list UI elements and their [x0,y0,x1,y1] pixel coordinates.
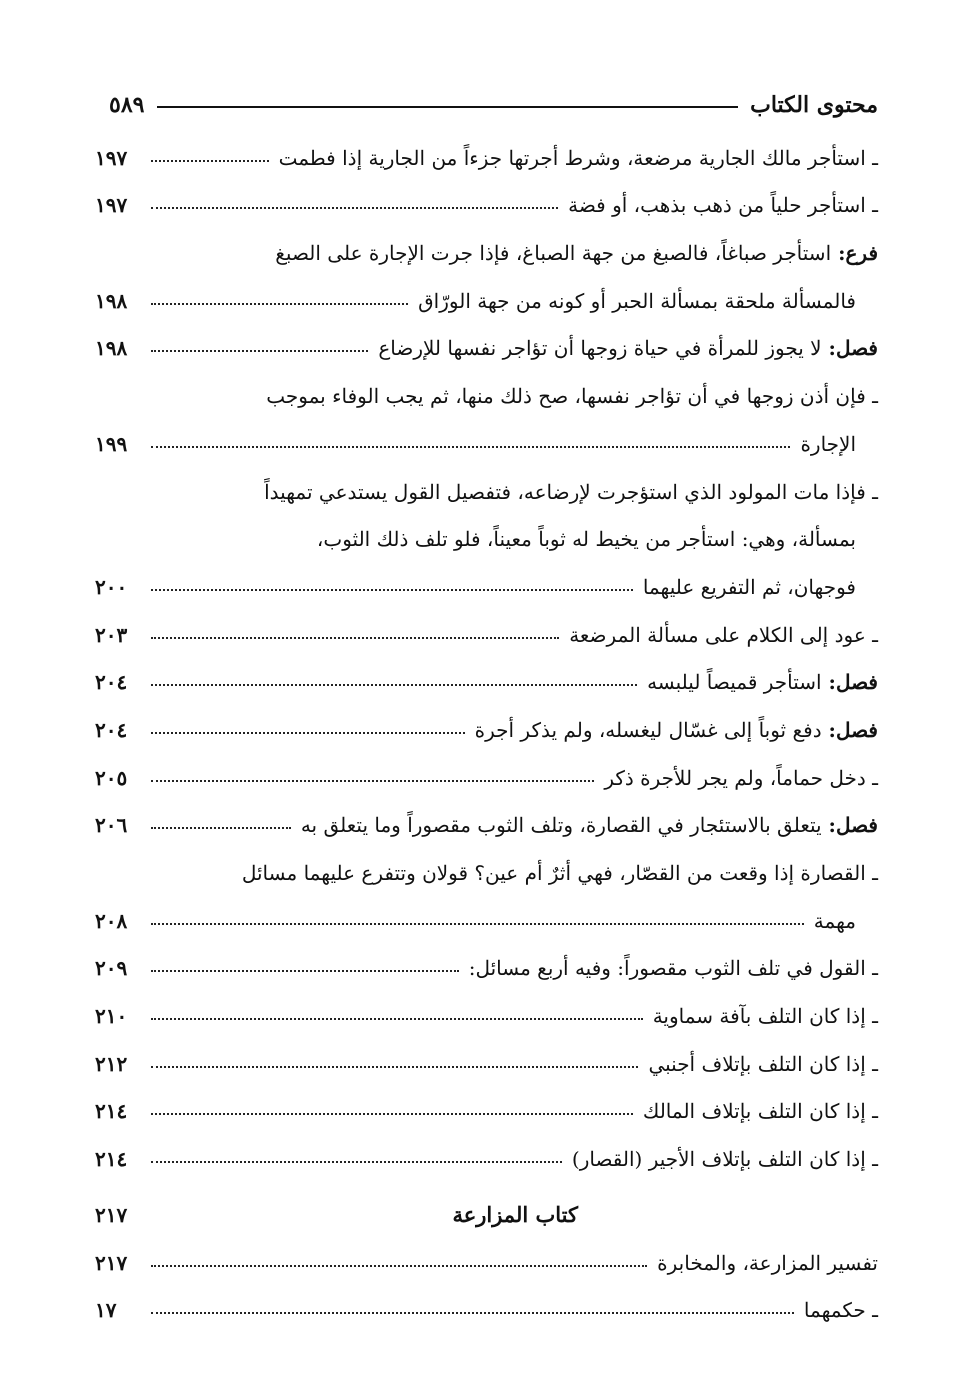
entry-dash: ـ [865,479,878,504]
toc-entry-text [266,384,878,408]
entry-title: لا يجوز للمرأة في حياة زوجها أن تؤاجر نفسها للإرضاع [378,336,822,361]
toc-entry-text [643,575,878,599]
entry-label: فصل: [821,336,878,361]
leader-dots [151,732,465,734]
toc-entries [95,122,878,1322]
entry-label: فصل: [821,717,878,742]
toc-entry [95,885,878,933]
entry-title: مهمة [813,908,856,933]
section-page-number: ٢١٧ [95,1202,128,1227]
entry-page-number: ٢٠٤ [95,670,128,695]
leader-dots [151,1161,562,1163]
entry-label: فصل: [821,670,878,695]
toc-entry [95,313,878,361]
leader-dots [151,827,291,829]
entry-dash: ـ [865,384,878,409]
entry-title: تفسير المزارعة، والمخابرة [657,1250,878,1275]
entry-page-number: ٢١٤ [95,1099,128,1124]
leader-dots [151,160,269,162]
toc-entry [95,790,878,838]
toc-entry-text [643,1099,878,1123]
entry-page-number: ١٩٧ [95,193,128,218]
toc-entry [95,980,878,1028]
toc-entry-text [378,336,878,360]
toc-entry [95,504,878,552]
entry-page-number: ٢٠٩ [95,956,128,981]
page-number: ٥٨٩ [95,92,150,118]
toc-entry [95,694,878,742]
toc-entry-text [469,956,878,980]
entry-title: فوجهان، ثم التفريع عليهما [642,574,856,599]
toc-entry [95,360,878,408]
leader-dots [151,589,633,591]
leader-dots [151,1312,794,1314]
entry-title: إذا كان التلف بإتلاف المالك [642,1099,866,1124]
toc-entry-text [653,1004,878,1028]
leader-dots [151,303,408,305]
page-header [95,78,878,118]
toc-entry [95,265,878,313]
toc-entry-text [804,1298,878,1322]
entry-title: بمسألة، وهي: استأجر من يخيط له ثوباً معيناً، فلو تلف ذلك الثوب، [316,527,856,552]
leader-dots [151,1066,638,1068]
entry-page-number: ٢٠٠ [95,574,128,599]
toc-entry-text [568,193,878,217]
entry-dash: ـ [865,1004,878,1029]
toc-entry-text [418,289,878,313]
leader-dots [151,780,594,782]
entry-page-number: ٢٠٦ [95,813,128,838]
section-heading: كتاب المزارعة [452,1201,578,1227]
toc-entry-text [301,813,878,837]
toc-entry [95,1028,878,1076]
entry-page-number: ١٩٨ [95,288,128,313]
entry-title: القصارة إذا وقعت من القصّار، فهي أثرٌ أم عين؟ قولان وتتفرع عليهما مسائل [241,861,866,885]
entry-title: فإذا مات المولود الذي استؤجرت لإرضاعه، فتفصيل القول يستدعي تمهيداً [264,479,866,504]
entry-title: يتعلق بالاستئجار في القصارة، وتلف الثوب مقصوراً وما يتعلق به [300,813,822,838]
entry-dash: ـ [865,956,878,981]
entry-title: استأجر مالك الجارية مرضعة، وشرط أجرتها جزءاً من الجارية إذا فطمت [278,145,866,170]
running-title: محتوى الكتاب [744,92,878,118]
toc-entry [95,170,878,218]
toc-entry-text [572,1147,878,1171]
toc-entry [95,742,878,790]
toc-entry-text [279,146,878,170]
leader-dots [151,684,637,686]
toc-entry [95,647,878,695]
toc-entry [95,217,878,265]
toc-entry-text [647,670,878,694]
leader-dots [151,970,459,972]
entry-page-number: ٢٠٥ [95,765,128,790]
entry-title: فالمسألة ملحقة بمسألة الحبر أو كونه من جهة الورّاق [418,288,856,313]
toc-entry [95,1275,878,1323]
entry-page-number: ٢١٤ [95,1147,128,1172]
entry-title: إذا كان التلف بآفة سماوية [652,1004,866,1029]
entry-title: فإن أذن زوجها في أن تؤاجر نفسها، صح ذلك منها، ثم يجب الوفاء بموجب [266,384,866,409]
entry-page-number: ١٧ [95,1298,117,1323]
leader-dots [151,923,804,925]
entry-page-number: ٢٠٤ [95,717,128,742]
entry-page-number: ٢١٢ [95,1051,128,1076]
header-rule [157,106,738,108]
entry-title: استأجر حلياً من ذهب بذهب، أو فضة [568,193,866,218]
toc-entry-text [604,766,878,790]
toc-entry [95,933,878,981]
entry-page-number: ٢١٧ [95,1250,128,1275]
section-heading-row [95,1179,878,1227]
toc-entry-text [264,480,878,504]
toc-entry [95,837,878,885]
entry-title: الإجارة [800,431,856,456]
leader-dots [151,446,790,448]
entry-label: فصل: [821,813,878,838]
leader-dots [151,1113,633,1115]
toc-entry-text [657,1251,878,1275]
toc-entry [95,122,878,170]
toc-entry [95,456,878,504]
entry-page-number: ١٩٩ [95,431,128,456]
entry-dash: ـ [865,622,878,647]
toc-entry-text [814,909,878,933]
toc-entry [95,1123,878,1171]
entry-page-number: ٢١٠ [95,1004,128,1029]
entry-page-number: ٢٠٨ [95,908,128,933]
leader-dots [151,637,559,639]
toc-entry-text [475,718,878,742]
entry-dash: ـ [865,1147,878,1172]
toc-entry [95,551,878,599]
entry-dash: ـ [865,193,878,218]
entry-title: استأجر صباغاً، فالصبغ من جهة الصباغ، فإذا جرت الإجارة على الصبغ [275,241,832,266]
entry-dash: ـ [865,1298,878,1323]
toc-page [95,78,878,1322]
entry-title: إذا كان التلف بإتلاف أجنبي [648,1051,866,1076]
toc-entry-text [569,623,878,647]
leader-dots [151,350,368,352]
entry-page-number: ١٩٨ [95,336,128,361]
entry-title: حكمهما [803,1298,866,1323]
entry-dash: ـ [865,861,878,885]
entry-page-number: ١٩٧ [95,145,128,170]
toc-entry-text [275,241,878,265]
entry-label: فرع: [831,241,878,266]
toc-entry-text [317,527,878,551]
entry-title: دفع ثوباً إلى غسّال ليغسله، ولم يذكر أجرة [474,717,822,742]
toc-entry [95,1227,878,1275]
entry-dash: ـ [865,765,878,790]
entry-title: عود إلى الكلام على مسألة المرضعة [569,622,866,647]
leader-dots [151,1265,647,1267]
leader-dots [151,1018,643,1020]
entry-dash: ـ [865,145,878,170]
toc-entry [95,408,878,456]
toc-entry [95,599,878,647]
toc-entry-text [242,861,878,885]
leader-dots [151,207,558,209]
toc-entry-text [648,1052,878,1076]
entry-title: استأجر قميصاً ليلبسه [647,670,822,695]
toc-entry [95,1076,878,1124]
entry-page-number: ٢٠٣ [95,622,128,647]
entry-title: إذا كان التلف بإتلاف الأجير (القصار) [571,1147,866,1172]
entry-dash: ـ [865,1051,878,1076]
entry-title: دخل حماماً، ولم يجر للأجرة ذكر [604,765,866,790]
entry-title: القول في تلف الثوب مقصوراً: وفيه أربع مسائل: [468,956,866,981]
entry-dash: ـ [865,1099,878,1124]
toc-entry-text [800,432,878,456]
